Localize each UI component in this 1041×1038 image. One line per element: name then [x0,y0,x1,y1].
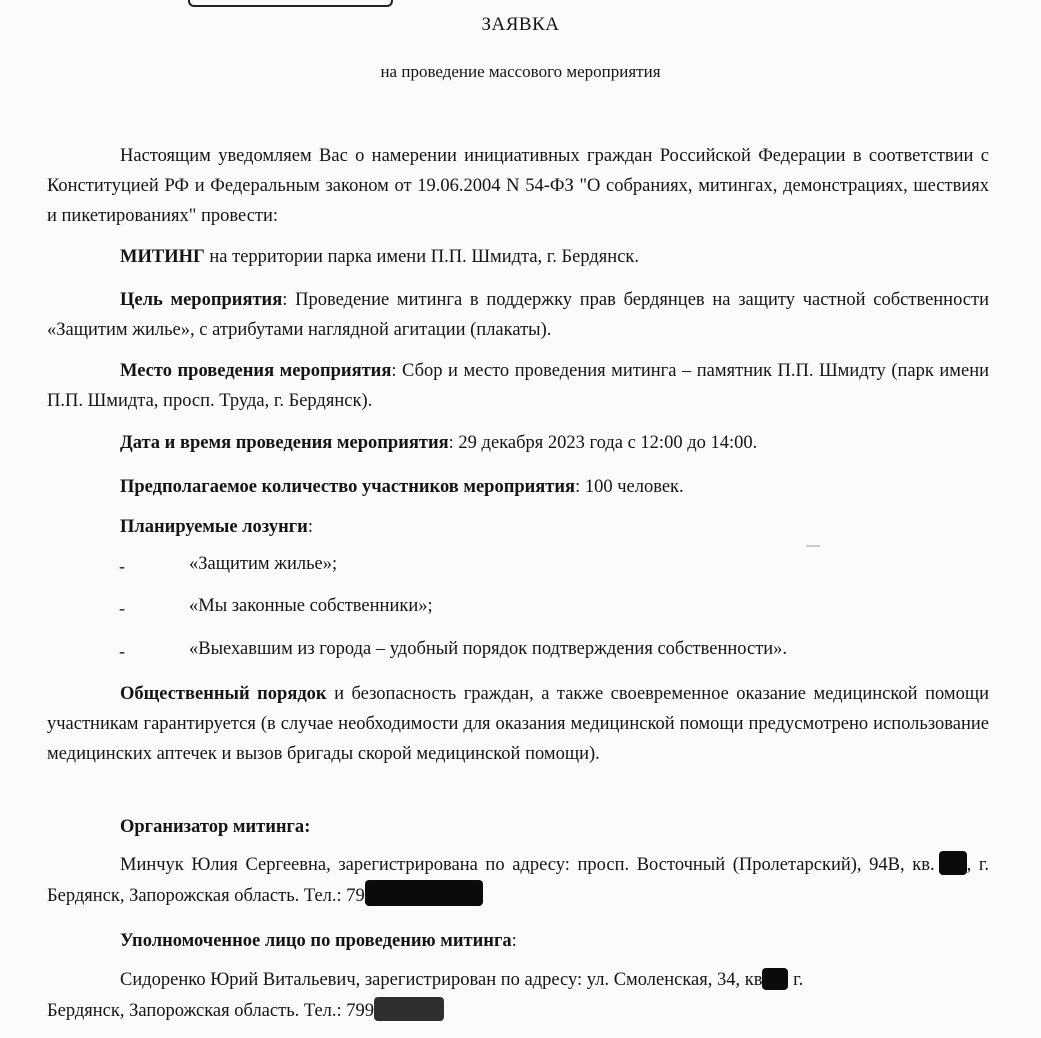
organizer-text-b: , г. Бердянск, Запорожская область. Тел.: 79 [47,855,989,906]
event-type-text: на территории парка имени П.П. Шмидта, г. Бердянск. [204,247,640,267]
slogan-item: «Выехавшим из города – удобный порядок подтверждения собственности». [189,639,788,659]
authorized-text-b: г. [788,970,804,990]
redaction-mark [365,880,483,906]
event-type-label: МИТИНГ [120,247,205,267]
goal-label: Цель мероприятия [120,290,283,310]
top-edge-mark [188,0,393,7]
place-paragraph [47,356,989,416]
authorized-text-a: Сидоренко Юрий Витальевич, зарегистрирован по адресу: ул. Смоленская, 34, кв [120,970,763,990]
organizer-paragraph [47,850,989,911]
authorized-colon: : [511,931,517,951]
document-title: ЗАЯВКА [481,14,560,35]
authorized-line-1 [120,965,990,995]
slogans-heading [120,512,1000,542]
authorized-label: Уполномоченное лицо по проведению митинга [120,931,512,951]
public-order-paragraph [47,679,989,769]
datetime-text: : 29 декабря 2023 года с 12:00 до 14:00. [448,433,758,453]
public-order-text: и безопасность граждан, а также своевременное оказание медицинской помощи участникам гарантируется (в случае необходимости для оказания медицинской помощи предусмотрено использование медицинских аптечек и вызов бригады скорой медицинской помощи). [47,684,989,764]
organizer-colon: : [304,817,311,837]
intro-paragraph: Настоящим уведомляем Вас о намерении инициативных граждан Российской Федерации в соответствии с Конституцией РФ и Федеральным законом от 19.06.2004 N 54-ФЗ "О собраниях, митингах, демонстрациях, шествиях и пикетированиях" провести: [47,146,989,226]
participants-label: Предполагаемое количество участников мероприятия [120,477,576,497]
organizer-text-a: Минчук Юлия Сергеевна, зарегистрирована по адресу: просп. Восточный (Пролетарский), 94В, кв. [120,855,935,875]
slogans-colon: : [307,517,313,537]
redaction-mark [374,997,444,1021]
organizer-label: Организатор митинга [120,817,305,837]
slogan-dash: - [119,556,125,576]
redaction-mark [762,968,788,990]
redaction-mark [939,851,967,875]
slogan-dash: - [119,598,125,618]
datetime-label: Дата и время проведения мероприятия [120,433,449,453]
participants-text: : 100 человек. [575,477,684,497]
scan-speck [806,545,820,547]
event-type-line [120,242,1000,272]
slogan-item: «Мы законные собственники»; [189,596,433,616]
datetime-line [120,428,1000,458]
place-label: Место проведения мероприятия [120,361,392,381]
slogan-dash: - [119,641,125,661]
slogan-item: «Защитим жилье»; [189,554,338,574]
authorized-text-c: Бердянск, Запорожская область. Тел.: 799 [47,1001,375,1021]
public-order-label: Общественный порядок [120,684,327,704]
authorized-heading [120,926,1000,956]
goal-paragraph [47,285,989,345]
organizer-heading [120,812,1000,842]
goal-text: : Проведение митинга в поддержку прав бердянцев на защиту частной собственности «Защитим жилье», с атрибутами наглядной агитации (плакаты). [47,290,989,340]
authorized-line-2 [47,996,927,1026]
document-subtitle: на проведение массового мероприятия [380,62,661,81]
participants-line [120,472,1000,502]
slogans-label: Планируемые лозунги [120,517,308,537]
place-text: : Сбор и место проведения митинга – памятник П.П. Шмидту (парк имени П.П. Шмидта, просп. Труда, г. Бердянск). [47,361,989,411]
